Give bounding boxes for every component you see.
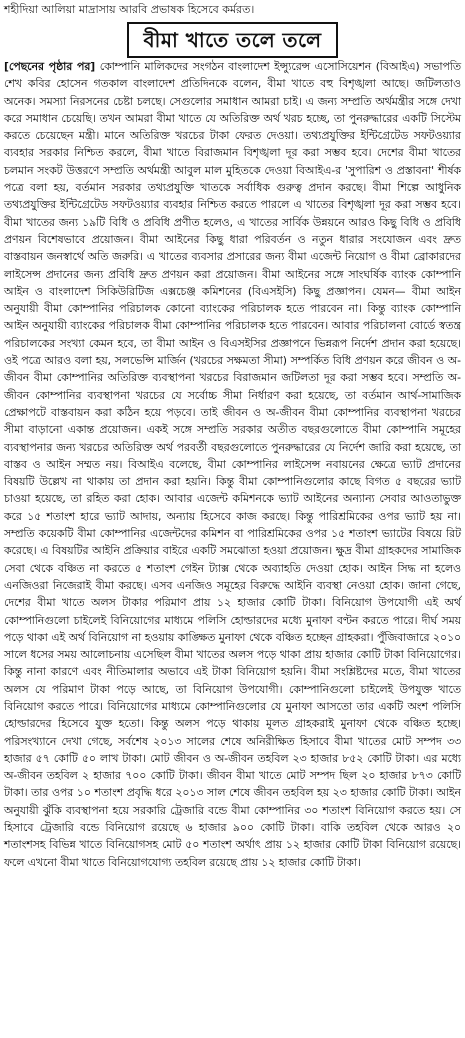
previous-article-fragment: শহীদিয়া আলিয়া মাদ্রাসায় আরবি প্রভাষক হিসেবে কর্মরত। bbox=[4, 3, 255, 16]
article-headline: বীমা খাতে তলে তলে bbox=[127, 22, 337, 58]
article-paragraph bbox=[4, 58, 461, 871]
article-body bbox=[0, 58, 465, 1033]
headline-container bbox=[0, 22, 465, 58]
continuation-kicker: [পেছনের পৃষ্ঠার পর] bbox=[4, 60, 96, 73]
article-text: কোম্পানি মালিকদের সংগঠন বাংলাদেশ ইন্স্যুরেন্স এসোসিয়েশন (বিআইএ) সভাপতি শেখ কবির হোসেন গতকাল বাংলাদেশ প্রতিদিনকে বলেন, বীমা খাতে বহু বিশৃঙ্খলা আছে। জটিলতাও অনেক। সমস্যা নিরসনের চেষ্টা চলছে। সেগুলোর সমাধান আমরা চাই। এ জন্য সম্প্রতি অর্থমন্ত্রীর সঙ্গে দেখা করে সমাধান চেয়েছি। তখন আমরা বীমা খাতে যে অতিরিক্ত অর্থ খরচ হচ্ছে, তা পুনরুদ্ধারের একটি সিস্টেম করতে চেয়েছেন মন্ত্রী। মানে অতিরিক্ত খরচের টাকা ফেরত দেওয়া। তথ্যপ্রযুক্তির ইন্টিগ্রেটেড সফটওয়্যার ব্যবহার সরকার নিশ্চিত করলে, বীমা খাতে বিরাজমান বিশৃঙ্খলা দূর করা সম্ভব হবে। দেশের বীমা খাতের চলমান সংকট উত্তরণে সম্প্রতি অর্থমন্ত্রী আবুল মাল মুহিতকে দেওয়া বিআইএ-র 'সুপারিশ ও প্রস্তাবনা' শীর্ষক পত্রে বলা হয়, বর্তমান সরকার তথ্যপ্রযুক্তি খাতকে সর্বাধিক গুরুত্ব প্রদান করছে। বীমা শিল্পে আধুনিক তথ্যপ্রযুক্তির ইন্টিগ্রেটেড সফটওয়্যার ব্যবহার নিশ্চিত করতে পারলে এ খাতের বিশৃঙ্খলা দূর করা সম্ভব হবে। বীমা খাতের জন্য ১৯টি বিধি ও প্রবিধি প্রণীত হলেও, এ খাতের সার্বিক উন্নয়নে আরও কিছু বিধি ও প্রবিধি প্রণয়ন বিশেষভাবে প্রয়োজন। বীমা আইনের কিছু ধারা পরিবর্তন ও নতুন ধারার সংযোজন এবং দ্রুত বাস্তবায়ন জনস্বার্থে অতি জরুরি। এ খাতের ব্যবসার প্রসারের জন্য বীমা এজেন্ট নিয়োগ ও বীমা ব্রোকারদের লাইসেন্স প্রদানের জন্য প্রবিধি দ্রুত প্রণয়ন করা প্রয়োজন। বীমা আইনের সঙ্গে সাংঘর্ষিক ব্যাংক কোম্পানি আইন ও বাংলাদেশ সিকিউরিটিজ এক্সচেঞ্জ কমিশনের (বিএসইসি) কিছু প্রজ্ঞাপন। যেমন— বীমা আইন অনুযায়ী বীমা কোম্পানির পরিচালক কোনো ব্যাংকের পরিচালক হতে পারবেন না। কিন্তু ব্যাংক কোম্পানি আইন অনুযায়ী ব্যাংকের পরিচালক বীমা কোম্পানির পরিচালক হতে পারবেন। আবার পরিচালনা বোর্ডে স্বতন্ত্র পরিচালকের সংখ্যা কেমন হবে, তা বীমা আইন ও বিএসইসির প্রজ্ঞাপনে ভিন্নরূপ নির্দেশ প্রদান করা হয়েছে। ওই পত্রে আরও বলা হয়, সলভেন্সি মার্জিন (খরচের সক্ষমতা সীমা) সম্পর্কিত বিধি প্রণয়ন করে জীবন ও অ-জীবন বীমা কোম্পানির অতিরিক্ত ব্যবস্থাপনা খরচের বিরাজমান জটিলতা দূর করা সম্ভব হবে। সম্প্রতি অ-জীবন কোম্পানির ব্যবস্থাপনা খরচের যে সর্বোচ্চ সীমা নির্ধারণ করা হয়েছে, তা বর্তমান আর্থ-সামাজিক প্রেক্ষাপটে বাস্তবায়ন করা কঠিন হয়ে পড়বে। তাই জীবন ও অ-জীবন বীমা কোম্পানির ব্যবস্থাপনা খরচের সীমা বাড়ানো একান্ত প্রয়োজন। একই সঙ্গে সম্প্রতি সরকার অতীত বছরগুলোতে বীমা কোম্পানি সমূহের ব্যবস্থাপনার জন্য খরচের অতিরিক্ত অর্থ পরবর্তী বছরগুলোতে পুনরুদ্ধারের যে নির্দেশ জারি করা হয়েছে, তা বাস্তব ও আইন সম্মত নয়। বিআইএ বলেছে, বীমা কোম্পানির লাইসেন্স নবায়নের ক্ষেত্রে ভ্যাট প্রদানের বিষয়টি উল্লেখ না থাকায় তা প্রদান করা হয়নি। কিন্তু বীমা কোম্পানিগুলোর কাছে বিগত ৫ বছরের ভ্যাট চাওয়া হয়েছে, তা রহিত করা হোক। আবার এজেন্ট কমিশনকে ভ্যাট আইনের অন্যান্য সেবার আওতাভুক্ত করে ১৫ শতাংশ হারে ভ্যাট আদায়, অন্যায় হিসেবে কাজ করছে। কিন্তু পারিশ্রমিকের ওপর ভ্যাট হয় না। সম্প্রতি কয়েকটি বীমা কোম্পানির এজেন্টদের কমিশন বা পারিশ্রমিকের ওপর ১৫ শতাংশ ভ্যাটের বিষয়ে রিট করেছে। এ বিষয়টির আইনি প্রক্রিয়ার বাইরে একটি সমঝোতা হওয়া প্রয়োজন। ক্ষুদ্র বীমা গ্রাহকদের সামাজিক সেবা থেকে বঞ্চিত না করতে ৫ শতাংশ গেইন ট্যাক্স থেকে অব্যাহতি দেওয়া হোক। আইন সিদ্ধ না হলেও এনজিওরা নিজেরাই বীমা করছে। এসব এনজিও সমূহের বিরুদ্ধে আইনি ব্যবস্থা নেওয়া হোক। জানা গেছে, দেশের বীমা খাতে অলস টাকার পরিমাণ প্রায় ১২ হাজার কোটি টাকা। বিনিয়োগ উপযোগী এই অর্থ কোম্পানিগুলো চাইলেই বিনিয়োগের মাধ্যমে পলিসি হোল্ডারদের মধ্যে মুনাফা বণ্টন করতে পারে। দীর্ঘ সময় পড়ে থাকা এই অর্থ বিনিয়োগ না হওয়ায় কাঙ্ক্ষিত মুনাফা থেকে বঞ্চিত হচ্ছেন গ্রাহকরা। পুঁজিবাজারে ২০১০ সালে ধসের সময় আলোচনায় এসেছিল বীমা খাতের অলস পড়ে থাকা প্রায় হাজার কোটি টাকা বিনিয়োগের। কিন্তু নানা কারণে এবং নীতিমালার অভাবে এই টাকা বিনিয়োগ হয়নি। বীমা সংশ্লিষ্টদের মতে, বীমা খাতের অলস যে পরিমাণ টাকা পড়ে আছে, তা বিনিয়োগ উপযোগী। কোম্পানিগুলো চাইলেই উপযুক্ত খাতে বিনিয়োগ করতে পারে। বিনিয়োগের মাধ্যমে কোম্পানিগুলোর যে মুনাফা আসতো তার একটি অংশ পলিসি হোল্ডারদের হিসেবে যুক্ত হতো। কিন্তু অলস পড়ে থাকায় মূলত গ্রাহকরাই মুনাফা থেকে বঞ্চিত হচ্ছে। পরিসংখ্যানে দেখা গেছে, সর্বশেষ ২০১৩ সালের শেষে অনিরীক্ষিত হিসাবে বীমা খাতের মোট সম্পদ ৩৩ হাজার ৫৭ কোটি ৫০ লাখ টাকা। মোট জীবন ও অ-জীবন তহবিল ২৩ হাজার ৮৫২ কোটি টাকা। এর মধ্যে অ-জীবন তহবিল ২ হাজার ৭০০ কোটি টাকা। জীবন বীমা খাতে মোট সম্পদ ছিল ২০ হাজার ৮৭৩ কোটি টাকা। তার ওপর ১০ শতাংশ প্রবৃদ্ধি ধরে ২০১৩ সাল শেষে জীবন তহবিল হয় ২৩ হাজার কোটি টাকা। আইন অনুযায়ী ঝুঁকি ব্যবস্থাপনা হয়ে সরকারি ট্রেজারি বন্ডে বীমা কোম্পানির ৩০ শতাংশ বিনিয়োগ করতে হয়। সে হিসাবে ট্রেজারি বন্ডে বিনিয়োগ রয়েছে ৬ হাজার ৯০০ কোটি টাকা। বাকি তহবিল থেকে আরও ২০ শতাংশসহ বিভিন্ন খাতে বিনিয়োগসহ মোট ৫০ শতাংশ অর্থাৎ প্রায় ১২ হাজার কোটি টাকা বিনিয়োগ রয়েছে। ফলে এখনো বীমা খাতে বিনিয়োগযোগ্য তহবিল রয়েছে প্রায় ১২ হাজার কোটি টাকা। bbox=[4, 60, 461, 869]
